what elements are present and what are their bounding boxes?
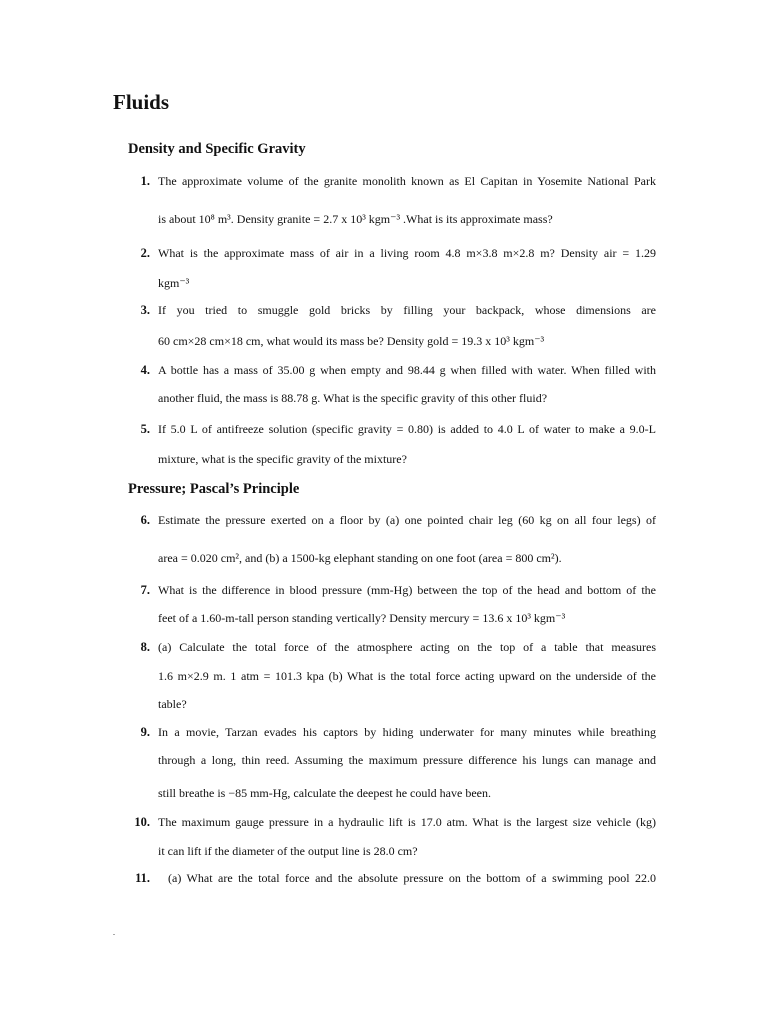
section-heading-pressure: Pressure; Pascal’s Principle: [128, 481, 300, 497]
question-8-line-2: 1.6 m×2.9 m. 1 atm = 101.3 kpa (b) What is the total force acting upward on the underside of the: [158, 669, 656, 683]
question-6-line-1: Estimate the pressure exerted on a floor by (a) one pointed chair leg (60 kg on all four legs) of: [158, 513, 656, 527]
question-2-line-1: What is the approximate mass of air in a living room 4.8 m×3.8 m×2.8 m? Density air = 1.29: [158, 246, 656, 260]
question-3-line-1: If you tried to smuggle gold bricks by filling your backpack, whose dimensions are: [158, 303, 656, 317]
question-number-3: 3.: [140, 303, 150, 317]
question-number-10: 10.: [134, 815, 150, 829]
question-1-line-1: The approximate volume of the granite monolith known as El Capitan in Yosemite National Park: [158, 174, 656, 188]
question-2-line-2: kgm⁻³: [158, 276, 190, 290]
question-5-line-1: If 5.0 L of antifreeze solution (specific gravity = 0.80) is added to 4.0 L of water to make a 9.0-L: [158, 422, 656, 436]
question-10-line-1: The maximum gauge pressure in a hydraulic lift is 17.0 atm. What is the largest size vehicle (kg): [158, 815, 656, 829]
page-title: Fluids: [113, 90, 170, 114]
question-9-line-2: through a long, thin reed. Assuming the maximum pressure difference his lungs can manage and: [158, 753, 656, 767]
question-6-line-2: area = 0.020 cm², and (b) a 1500-kg elephant standing on one foot (area = 800 cm²).: [158, 551, 562, 565]
question-number-4: 4.: [140, 363, 150, 377]
question-number-2: 2.: [140, 246, 150, 260]
footer-mark: .: [113, 928, 115, 937]
question-9-line-1: In a movie, Tarzan evades his captors by hiding underwater for many minutes while breathing: [158, 725, 656, 739]
question-8-line-3: table?: [158, 697, 187, 711]
question-number-11: 11.: [135, 871, 150, 885]
question-number-6: 6.: [140, 513, 150, 527]
question-number-9: 9.: [140, 725, 150, 739]
question-number-7: 7.: [140, 583, 150, 597]
question-number-1: 1.: [140, 174, 150, 188]
question-number-8: 8.: [140, 640, 150, 654]
section-heading-density: Density and Specific Gravity: [128, 141, 306, 157]
question-9-line-3: still breathe is −85 mm-Hg, calculate the deepest he could have been.: [158, 786, 491, 800]
question-7-line-1: What is the difference in blood pressure (mm-Hg) between the top of the head and bottom of the: [158, 583, 656, 597]
question-10-line-2: it can lift if the diameter of the output line is 28.0 cm?: [158, 844, 418, 858]
question-1-line-2: is about 10⁸ m³. Density granite = 2.7 x 10³ kgm⁻³ .What is its approximate mass?: [158, 212, 553, 226]
question-8-line-1: (a) Calculate the total force of the atmosphere acting on the top of a table that measures: [158, 640, 656, 654]
question-4-line-1: A bottle has a mass of 35.00 g when empty and 98.44 g when filled with water. When filled with: [158, 363, 656, 377]
question-3-line-2: 60 cm×28 cm×18 cm, what would its mass be? Density gold = 19.3 x 10³ kgm⁻³: [158, 334, 545, 348]
question-11-line-1: (a) What are the total force and the absolute pressure on the bottom of a swimming pool 22.0: [168, 871, 656, 885]
question-number-5: 5.: [140, 422, 150, 436]
question-5-line-2: mixture, what is the specific gravity of the mixture?: [158, 452, 407, 466]
question-4-line-2: another fluid, the mass is 88.78 g. What is the specific gravity of this other fluid?: [158, 391, 548, 405]
question-7-line-2: feet of a 1.60-m-tall person standing vertically? Density mercury = 13.6 x 10³ kgm⁻³: [158, 611, 566, 625]
